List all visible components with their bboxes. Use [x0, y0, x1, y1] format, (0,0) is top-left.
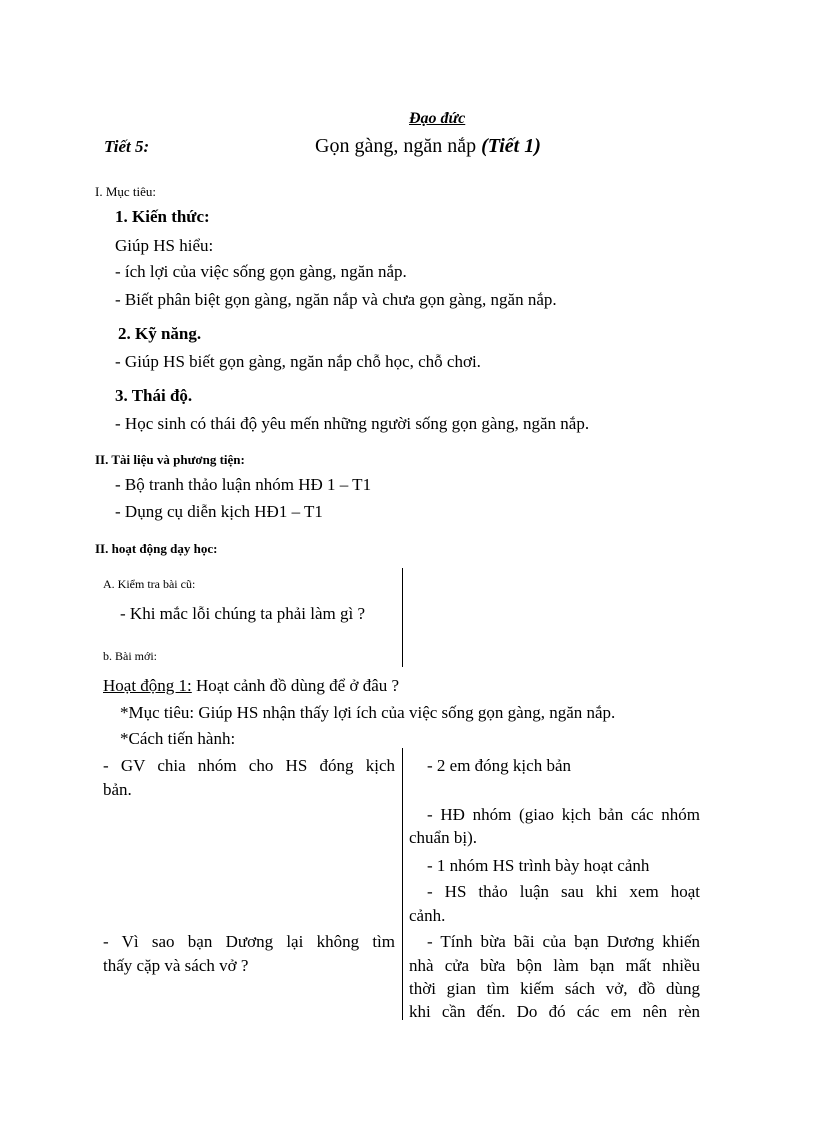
materials-item: - Bộ tranh thảo luận nhóm HĐ 1 – T1: [115, 475, 372, 494]
teacher-row-line: - GV chia nhóm cho HS đóng kịch: [103, 756, 395, 775]
objectives-heading: I. Mục tiêu:: [95, 184, 157, 199]
activity-method: *Cách tiến hành:: [120, 729, 236, 748]
materials-item: - Dụng cụ diễn kịch HĐ1 – T1: [115, 502, 323, 521]
student-row-line: - 1 nhóm HS trình bày hoạt cảnh: [427, 856, 650, 875]
activities-heading: II. hoạt động dạy học:: [95, 541, 218, 556]
activity-table-divider: [402, 748, 403, 1020]
teacher-row-line: bản.: [103, 780, 132, 799]
activity-1-heading: [103, 676, 399, 696]
student-row-line: khi cần đến. Do đó các em nên rèn: [409, 1002, 700, 1021]
student-row-line: chuẩn bị).: [409, 828, 477, 847]
attitude-heading: 3. Thái độ.: [115, 386, 193, 405]
skills-item: - Giúp HS biết gọn gàng, ngăn nắp chỗ học, chỗ chơi.: [115, 352, 481, 371]
check-table-divider: [402, 568, 403, 667]
check-heading: A. Kiểm tra bài cũ:: [103, 577, 196, 591]
activity-goal: *Mục tiêu: Giúp HS nhận thấy lợi ích của việc sống gọn gàng, ngăn nắp.: [120, 703, 616, 722]
lesson-number: Tiết 5:: [104, 137, 150, 156]
student-row-line: - Tính bừa bãi của bạn Dương khiến: [427, 932, 700, 951]
materials-heading: II. Tài liệu và phương tiện:: [95, 452, 245, 467]
skills-heading: 2. Kỹ năng.: [118, 324, 202, 343]
student-row-line: cảnh.: [409, 906, 446, 925]
subject-title: Đạo đức: [409, 110, 466, 127]
student-row-line: - HS thảo luận sau khi xem hoạt: [427, 882, 700, 901]
activity-1-label: Hoạt động 1:: [103, 676, 192, 695]
attitude-item: - Học sinh có thái độ yêu mến những người sống gọn gàng, ngăn nắp.: [115, 414, 590, 433]
lesson-part: (Tiết 1): [481, 135, 541, 157]
student-row-line: - HĐ nhóm (giao kịch bản các nhóm: [427, 805, 700, 824]
knowledge-item: - ích lợi của việc sống gọn gàng, ngăn nắp.: [115, 262, 407, 281]
knowledge-item: - Biết phân biệt gọn gàng, ngăn nắp và chưa gọn gàng, ngăn nắp.: [115, 290, 557, 309]
new-lesson-label: b. Bài mới:: [103, 649, 158, 663]
teacher-row-line: thấy cặp và sách vở ?: [103, 956, 249, 975]
lesson-title-line: [315, 135, 541, 158]
teacher-row-line: - Vì sao bạn Dương lại không tìm: [103, 932, 395, 951]
student-row-line: nhà cửa bừa bộn làm bạn mất nhiều: [409, 956, 700, 975]
student-row-line: - 2 em đóng kịch bản: [427, 756, 571, 775]
knowledge-heading: 1. Kiến thức:: [115, 207, 210, 226]
activity-1-title: Hoạt cảnh đồ dùng để ở đâu ?: [196, 676, 400, 695]
student-row-line: thời gian tìm kiếm sách vở, đồ dùng: [409, 979, 700, 998]
check-question: - Khi mắc lỗi chúng ta phải làm gì ?: [120, 604, 366, 623]
lesson-title: Gọn gàng, ngăn nắp: [315, 135, 477, 157]
knowledge-intro: Giúp HS hiểu:: [115, 236, 214, 255]
